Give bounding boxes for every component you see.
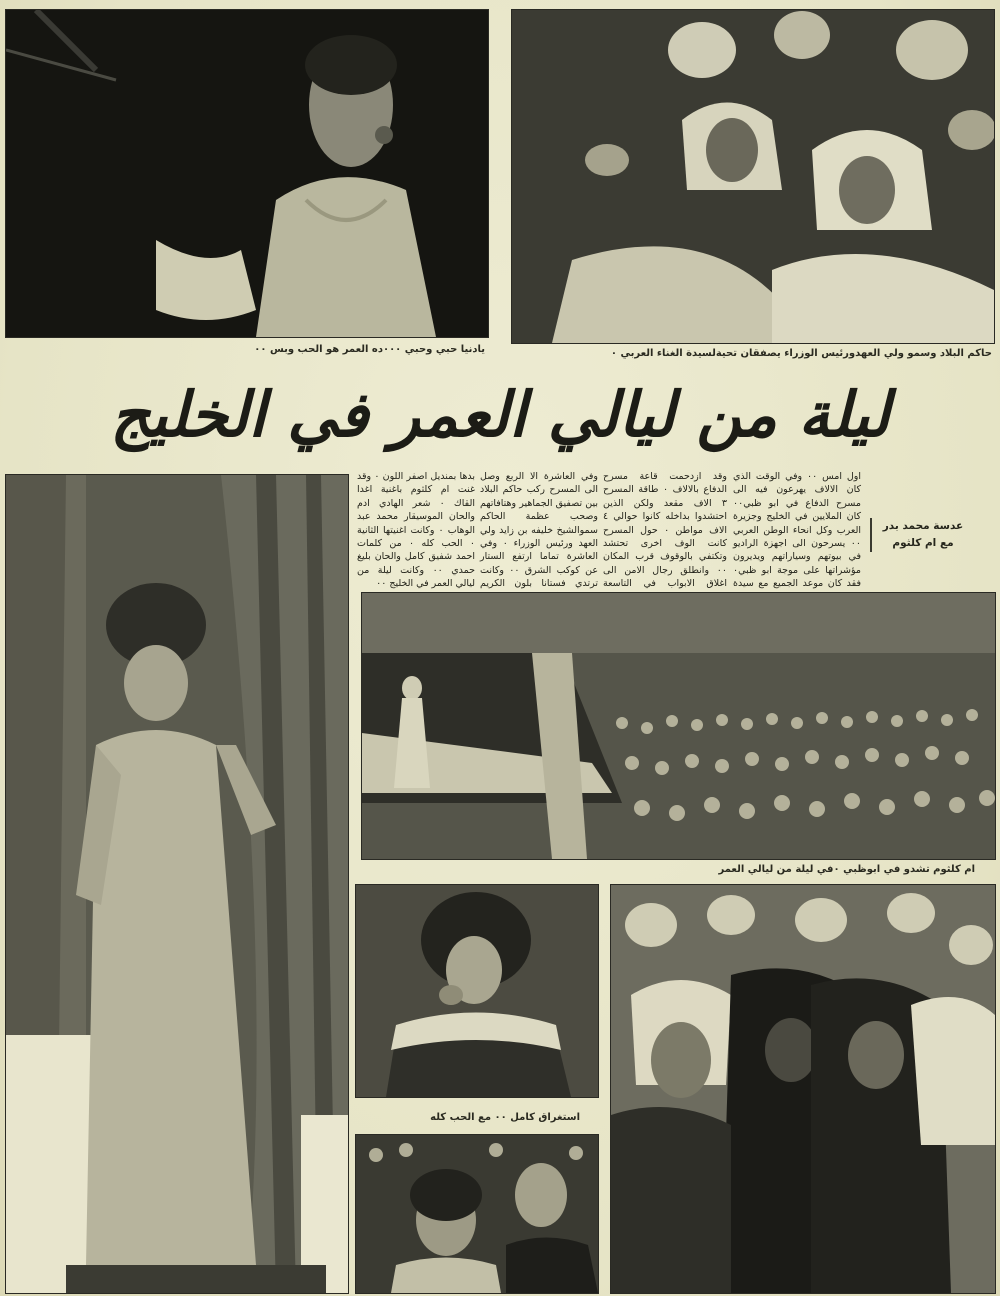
photographer-byline: عدسة محمد بدر مع ام كلثوم xyxy=(870,518,970,552)
photo-concert-hall xyxy=(361,592,996,860)
caption-concert-hall: ام كلثوم تشدو في ابوظبي ٠في ليلة من ليالي العمر xyxy=(718,864,975,875)
photo-audience-couple xyxy=(355,1134,599,1294)
photo-singer-curtain xyxy=(5,474,349,1294)
headline: ليلة من ليالي العمر في الخليج xyxy=(110,378,890,451)
caption-listener: استغراق كامل ٠٠ مع الحب كله xyxy=(430,1112,580,1123)
article-column-2: وقد ازدحمت قاعة مسرح الدفاع بالالاف ٠ طاقة المسرح ٣ الاف مقعد ولكن الذين احتشدوا بداخله كانوا حوالي ٤ الاف مواطن ٠ حول المسرح كانت الوف اخرى تحتشد وتكتفي بالوقوف قرب المكان ٠٠ وانطلق رجال الامن الى اغلاق الابواب في التاسعة xyxy=(603,471,727,590)
photo-dignitaries-applauding xyxy=(511,9,995,344)
photo-singer-performing xyxy=(5,9,489,338)
caption-singer: يادنيا حبي وحبي ٠٠٠ده العمر هو الحب وبس ٠٠ xyxy=(254,344,485,355)
article-column-3: وفي العاشرة الا الربع وصل الى المسرح ركب حاكم البلاد بين تصفيق الجماهير وهتافاتهم وصحب عظمة الحاكم سموالشيخ خليفه بن زايد ولي العهد ورئيس الوزراء ٠ وفي العاشرة تماما ارتفع الستار عن كوكب الشرق ٠٠ وكانت ترتدي فستانا بلون الكريم xyxy=(480,471,598,590)
article-column-4: بدها بمنديل اصفر اللون ٠ وقد غنت ام كلثوم باغنية اغدا القاك ٠ شعر الهادي ادم والحان الموسيقار محمد عبد الوهاب ٠ وكانت اغنيتها الثانية ٠ الحب كله ٠ من كلمات احمد شفيق كامل والحان بليغ حمدي ٠٠ وكانت ليلة من ليالي العمر في الخليج ٠٠ xyxy=(357,471,476,590)
article-column-1: اول امس ٠٠ وفي الوقت الذي كان الالاف يهرعون فيه الى مسرح الدفاع في ابو ظبي٠٠ كان الملايين في الخليج وجزيرة العرب وكل انحاء الوطن العربي ٠٠ يسرحون الى اجهزة الراديو في بيوتهم وسياراتهم ويديرون مؤشراتها على موجة ابو ظبي٠ فقد كان موعد الجميع مع سيدة xyxy=(733,471,861,590)
photo-woman-listening xyxy=(355,884,599,1098)
photo-crowd-listeners xyxy=(610,884,996,1294)
caption-dignitaries: حاكم البلاد وسمو ولي العهدورئيس الوزراء يصفقان تحيةلسيدة الغناء العربي ٠ xyxy=(610,348,992,359)
